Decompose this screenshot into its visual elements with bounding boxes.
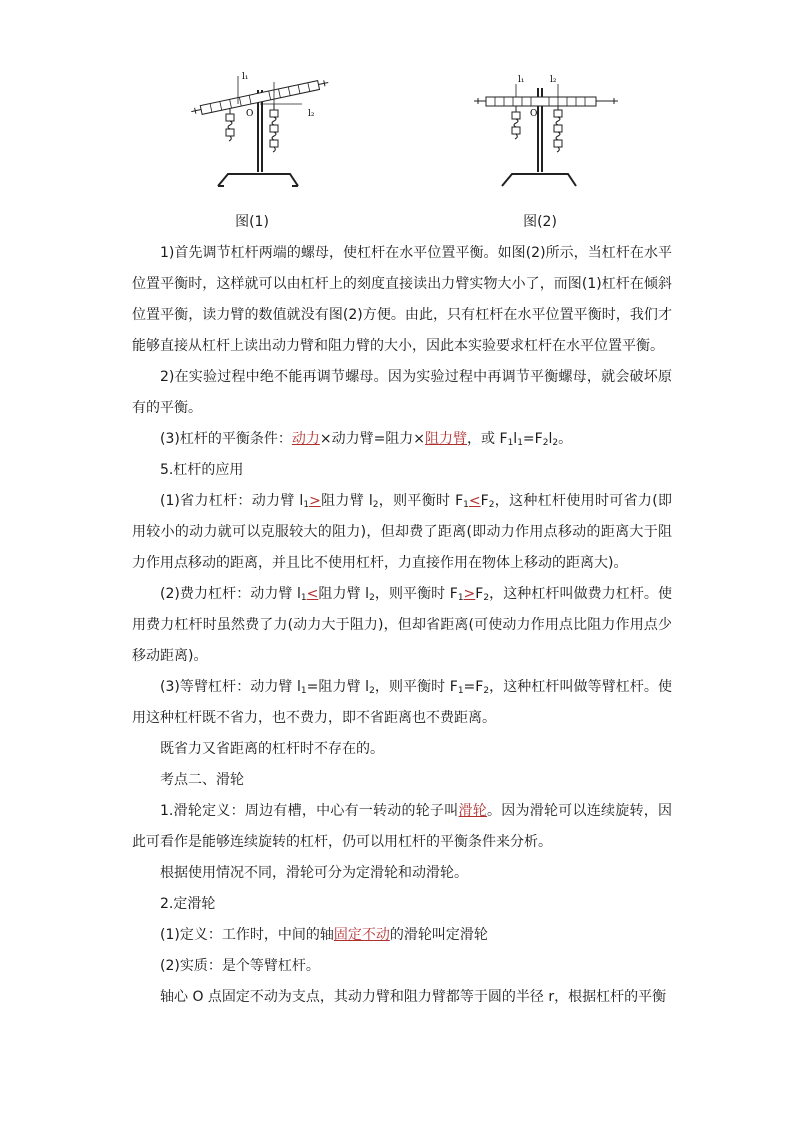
figure-2-caption: 图(2) <box>523 214 557 230</box>
figure-area <box>0 70 794 240</box>
lever-horizontal-diagram <box>472 70 622 190</box>
lever-tilted-diagram <box>190 70 330 190</box>
fig2-pivot-label: O <box>530 109 538 119</box>
figure-1-caption: 图(1) <box>235 214 269 230</box>
figure-1 <box>190 70 330 190</box>
paragraph-fixed-pulley-essence: (2)实质：是个等臂杠杆。 <box>160 958 320 974</box>
underlined-pulley: 滑轮 <box>458 803 488 819</box>
fig2-l1-label: l₁ <box>518 75 525 85</box>
fig1-l1-label: l₁ <box>242 72 249 82</box>
paragraph-balance-condition: (3)杠杆的平衡条件：动力×动力臂=阻力×阻力臂，或 $F_1l_1=F_2l_2$。 <box>160 431 573 448</box>
fig2-l2-label: l₂ <box>550 75 557 85</box>
document-body <box>132 238 672 1013</box>
figure-2 <box>472 70 622 190</box>
paragraph-equal-arm-lever: (3)等臂杠杆：动力臂 $l_1=$阻力臂 $l_2$，则平衡时 $F_1=F_2$，这种杠杆叫做等臂杠杆。使用这种杠杆既不省力，也不费力，即不省距离也不费距离。 <box>132 679 673 726</box>
heading-fixed-pulley: 2.定滑轮 <box>160 896 216 912</box>
paragraph-force-costing-lever: (2)费力杠杆：动力臂 $l_1<$阻力臂 $l_2$，则平衡时 $F_1>F_2$，这种杠杆叫做费力杠杆。使用费力杠杆时虽然费了力(动力大于阻力)，但却省距离(可使动力作用点比阻力作用点少移动距离)。 <box>132 586 673 664</box>
paragraph-pulley-definition: 1.滑轮定义：周边有槽，中心有一转动的轮子叫滑轮。因为滑轮可以连续旋转，因此可看作是能够连续旋转的杠杆，仍可以用杠杆的平衡条件来分析。 <box>132 803 673 850</box>
paragraph-no-perfect-lever: 既省力又省距离的杠杆时不存在的。 <box>160 741 384 757</box>
paragraph-pulley-types: 根据使用情况不同，滑轮可分为定滑轮和动滑轮。 <box>160 865 468 881</box>
heading-lever-application: 5.杠杆的应用 <box>160 462 244 478</box>
underlined-fixed: 固定不动 <box>333 927 390 943</box>
fig1-pivot-label: O <box>246 109 254 119</box>
fig1-l2-label: l₂ <box>308 109 315 119</box>
paragraph-force-saving-lever: (1)省力杠杆：动力臂 $l_1>$阻力臂 $l_2$，则平衡时 $F_1<F_2$，这种杠杆使用时可省力(即用较小的动力就可以克服较大的阻力)，但却费了距离(即动力作用点移动的距离大于阻力作用点移动的距离，并且比不使用杠杆，力直接作用在物体上移动的距离大)。 <box>132 493 672 571</box>
paragraph-no-adjust-nut: 2)在实验过程中绝不能再调节螺母。因为实验过程中再调节平衡螺母，就会破坏原有的平衡。 <box>132 369 672 416</box>
underlined-effort-force: 动力 <box>291 431 320 447</box>
paragraph-axis-fulcrum: 轴心 O 点固定不动为支点，其动力臂和阻力臂都等于圆的半径 r，根据杠杆的平衡 <box>160 989 667 1005</box>
heading-pulley-section: 考点二、滑轮 <box>160 772 244 788</box>
paragraph-fixed-pulley-definition: (1)定义：工作时，中间的轴固定不动的滑轮叫定滑轮 <box>160 927 488 943</box>
underlined-resistance-arm: 阻力臂 <box>425 431 468 447</box>
paragraph-horizontal-balance: 1)首先调节杠杆两端的螺母，使杠杆在水平位置平衡。如图(2)所示，当杠杆在水平位置平衡时，这样就可以由杠杆上的刻度直接读出力臂实物大小了，而图(1)杠杆在倾斜位置平衡，读力臂的数值就没有图(2)方便。由此，只有杠杆在水平位置平衡时，我们才能够直接从杠杆上读出动力臂和阻力臂的大小，因此本实验要求杠杆在水平位置平衡。 <box>132 245 672 354</box>
